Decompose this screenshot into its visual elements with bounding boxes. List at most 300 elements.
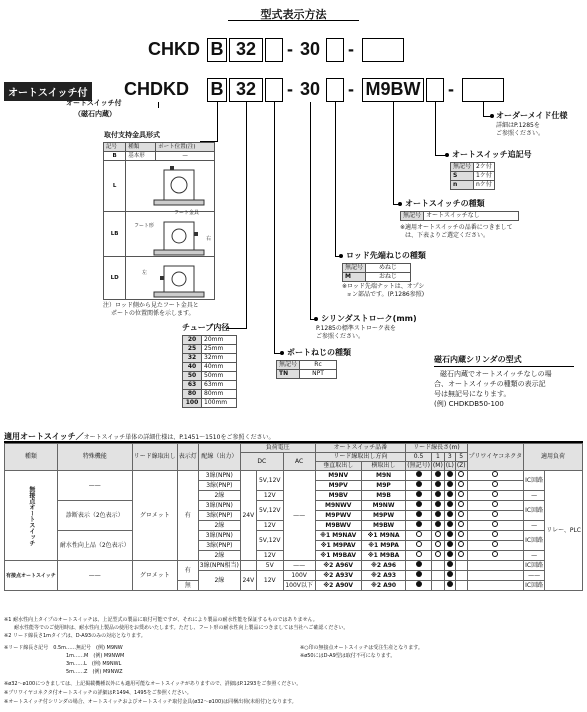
autoswitch-tag: オートスイッチ付 <box>4 82 92 101</box>
cell: —— <box>57 561 132 591</box>
cell: 3線(NPN) <box>198 471 240 481</box>
title-underline <box>228 20 359 21</box>
dot <box>416 511 422 517</box>
cell: 3線(PNP) <box>198 511 240 521</box>
dot <box>416 551 422 557</box>
note-1: ※1 耐水性向上タイプのオートスイッチは、上記型式の製品に取付可能ですが、それにより製品の耐水性能を保証するものではありません。 <box>4 617 318 623</box>
cell: 無 <box>177 581 198 591</box>
cell <box>467 541 524 551</box>
text: (注) <box>185 144 196 150</box>
dot <box>492 541 498 547</box>
cell: ※2 A93V <box>315 571 361 581</box>
code1-rod-box <box>326 38 344 62</box>
code2-dash1: - <box>287 79 293 99</box>
cell <box>406 471 432 481</box>
code2-switch: M9BW <box>362 78 424 102</box>
code2-dash3: - <box>448 79 454 99</box>
cell <box>156 143 215 152</box>
dot <box>458 511 464 517</box>
cell <box>455 501 467 511</box>
dot <box>492 471 498 477</box>
mount-note2: ポートの位置関係を示します。 <box>111 310 195 317</box>
cell: 20mm <box>202 336 237 345</box>
dot <box>416 521 422 527</box>
cell: 100V <box>283 571 315 581</box>
cell: M9BW <box>361 521 405 531</box>
rod-title: ロッド先端ねじの種類 <box>346 251 426 260</box>
cell: M <box>343 273 366 282</box>
cell: 24V <box>240 471 256 561</box>
dot <box>447 571 453 577</box>
cell: 3線(NPN相当) <box>199 561 239 569</box>
dot <box>447 541 453 547</box>
cell <box>406 501 432 511</box>
magnet-box-title: 磁石内蔵シリンダの型式 <box>434 355 522 364</box>
cell: 無記号 <box>343 264 366 273</box>
magnet-box-l1: 磁石内蔵でオートスイッチなしの場 <box>440 370 552 378</box>
cell: めねじ <box>366 264 411 273</box>
text: オートスイッチ単体の詳細仕様は、P.1451～1510をご参照ください。 <box>83 434 275 441</box>
note-b1: ※ø32～ø100につきましては、上記掲載機種以外にも適用可能なオートスイッチがありますので、詳細はP.1293をご参照ください。 <box>4 681 302 687</box>
cell: ※2 A96V <box>315 561 361 571</box>
cell <box>431 571 444 581</box>
cell <box>467 481 524 491</box>
left-label: 左 <box>142 270 148 276</box>
cell: 有接点オートスイッチ <box>5 561 58 591</box>
cell <box>406 551 432 561</box>
cell: — <box>156 152 215 161</box>
cell: LB <box>104 212 126 257</box>
cell: グロメット <box>132 471 177 561</box>
dot <box>447 551 453 557</box>
cell: リード線取出し <box>132 444 177 471</box>
applicable-table <box>4 443 583 591</box>
code2-port-box <box>265 78 283 102</box>
cell: 32mm <box>202 354 237 363</box>
dot <box>416 571 422 577</box>
dot <box>416 531 422 537</box>
dot <box>458 501 464 507</box>
mount-title: 取付支持金具形式 <box>104 131 160 139</box>
cell: プリワイヤコネクタ <box>467 444 524 471</box>
cell: 無記号 <box>401 212 424 221</box>
code1-dash2: - <box>348 39 354 59</box>
cell <box>467 531 524 541</box>
cell <box>467 551 524 561</box>
leader-swtype <box>393 102 394 205</box>
port-title: ポートねじの種類 <box>287 348 351 357</box>
dot <box>447 521 453 527</box>
leader-rod <box>335 102 336 256</box>
cell: ※1 M9PAV <box>315 541 361 551</box>
cell <box>406 541 432 551</box>
cell <box>467 471 524 481</box>
foot-l-drawing <box>150 164 210 212</box>
note-lead3: 3m……L (例) M9NWL <box>66 661 122 667</box>
cell: B <box>104 152 126 161</box>
cell: M9NWV <box>315 501 361 511</box>
cell <box>444 491 455 501</box>
cell: 2線 <box>198 521 240 531</box>
magnet-box-l3: 号は無記号になります。 <box>434 390 511 398</box>
dot <box>447 561 453 567</box>
cell <box>406 491 432 501</box>
cell: M9P <box>361 481 405 491</box>
cell: 20 <box>183 336 202 345</box>
bullet <box>445 153 449 157</box>
cell: 5V,12V <box>256 531 283 551</box>
note-2: ※2 リード線長さ1mタイプは、D-A93のみの対応となります。 <box>4 633 146 639</box>
cell: S <box>451 172 474 181</box>
cell <box>431 581 444 591</box>
cell: 50 <box>183 372 202 381</box>
foot-ld-drawing <box>150 262 210 302</box>
dot <box>447 501 453 507</box>
cell: 5 <box>455 453 467 462</box>
cell <box>455 581 467 591</box>
cell <box>431 491 444 501</box>
cell <box>406 561 432 571</box>
cell: ※2 A90 <box>361 581 405 591</box>
code1-prefix: CHKD <box>148 39 200 59</box>
cell <box>240 561 256 571</box>
sw-type-note: ※適用オートスイッチの品番につきまして <box>400 224 513 231</box>
cell: リード線取出し方向 <box>315 453 406 462</box>
cell: NPT <box>300 370 337 379</box>
cell <box>444 481 455 491</box>
cell <box>444 551 455 561</box>
cell: 有 <box>177 471 198 561</box>
sw-count-table <box>450 162 495 190</box>
dot <box>447 511 453 517</box>
cell: — <box>524 551 545 561</box>
cell: ※1 M9BAV <box>315 551 361 561</box>
bullet <box>339 254 343 258</box>
cell <box>455 511 467 521</box>
dot <box>435 521 441 527</box>
dot <box>458 481 464 487</box>
code2-dash2: - <box>348 79 354 99</box>
leader-autoswitch <box>158 102 159 108</box>
cell: 横取出し <box>361 462 405 471</box>
cell: 種類 <box>126 143 156 152</box>
cell <box>444 581 455 591</box>
code2-count-box <box>426 78 444 102</box>
note-r2: ※ø50にはD-A9型は取付不可になります。 <box>300 653 396 659</box>
cell <box>444 501 455 511</box>
cell <box>431 561 444 571</box>
cell <box>467 561 524 571</box>
cell: 記号 <box>104 143 126 152</box>
code1-bore: 32 <box>229 38 263 62</box>
cell: 3線(NPN) <box>198 531 240 541</box>
bullet <box>398 202 402 206</box>
cell <box>455 541 467 551</box>
cell: 12V <box>256 521 283 531</box>
cell: 100V以下 <box>283 581 315 591</box>
dot <box>435 531 441 537</box>
dot <box>435 491 441 497</box>
cell <box>444 511 455 521</box>
cell: IC回路 <box>524 531 545 551</box>
sw-type-table <box>400 211 519 221</box>
dot <box>416 481 422 487</box>
cell: 5V,12V <box>256 471 283 491</box>
cell <box>455 471 467 481</box>
cell: M9B <box>361 491 405 501</box>
leader-swcount <box>435 102 436 156</box>
cell: 12V <box>256 551 283 561</box>
dot <box>492 521 498 527</box>
cell: L <box>104 161 126 212</box>
cell: —— <box>283 561 315 571</box>
dot <box>458 551 464 557</box>
foot-lb-drawing <box>150 218 210 260</box>
cell <box>444 521 455 531</box>
cell: AC <box>283 453 315 471</box>
code1-stroke: 30 <box>300 39 321 59</box>
cell: リード線長さ(m) <box>406 444 467 453</box>
order-made-note2: ご参照ください。 <box>496 130 545 137</box>
cell <box>431 521 444 531</box>
cell: 配線（出力） <box>198 444 240 471</box>
cell: 63mm <box>202 381 237 390</box>
cell: 63 <box>183 381 202 390</box>
cell: 2線 <box>198 551 240 561</box>
dot <box>447 471 453 477</box>
magnet-title-underline <box>434 366 574 367</box>
cell: —— <box>57 471 132 501</box>
cell: IC回路 <box>525 561 544 569</box>
cell: 垂直取出し <box>315 462 361 471</box>
cell: M9NV <box>315 471 361 481</box>
cell: 無記号 <box>277 361 300 370</box>
cell: (M) <box>432 462 443 469</box>
cell: ※2 A96 <box>361 561 405 571</box>
code1-dash1: - <box>287 39 293 59</box>
cell <box>467 521 524 531</box>
note-r1: ※○印の無接点オートスイッチは受注生産となります。 <box>300 645 423 651</box>
code1-b: B <box>207 38 227 62</box>
cell: ※2 A93 <box>361 571 405 581</box>
magnet-label: （磁石内蔵） <box>74 110 116 118</box>
dot <box>435 541 441 547</box>
cell <box>406 511 432 521</box>
cell <box>406 521 432 531</box>
cell: M9BV <box>315 491 361 501</box>
cell: M9N <box>361 471 405 481</box>
cell: M9PW <box>361 511 405 521</box>
cell: 5V <box>256 561 283 571</box>
order-made-note: 詳細はP.1285を <box>496 122 540 129</box>
cell: 24V <box>240 571 256 591</box>
cell: 12V <box>256 491 283 501</box>
cell: IC回路 <box>525 581 544 589</box>
dot <box>416 501 422 507</box>
cell: TN <box>277 370 300 379</box>
dot <box>492 511 498 517</box>
cell: — <box>524 491 545 501</box>
cell <box>444 531 455 541</box>
cell: 有 <box>177 561 198 581</box>
leader-mount <box>217 102 218 142</box>
cell: IC回路 <box>524 501 545 521</box>
bullet <box>490 114 494 118</box>
cell: —— <box>283 471 315 561</box>
note-lead: ※リード線長さ記号 0.5m……無記号 (例) M9NW <box>4 645 123 651</box>
cell: (Z) <box>456 462 466 469</box>
leader-stroke <box>310 102 311 320</box>
cell <box>406 581 432 591</box>
cell: 50mm <box>202 372 237 381</box>
mount-note: 注）ロッド側から見たフート金具と <box>103 302 199 309</box>
cell: M9NW <box>361 501 405 511</box>
stroke-note2: ご参照ください。 <box>316 333 365 340</box>
foot-fitting-label: フート金具 <box>174 210 199 216</box>
leader-bore <box>246 102 247 329</box>
cell <box>467 571 524 581</box>
dot <box>435 481 441 487</box>
right-label: 右 <box>206 236 212 242</box>
cell: 40mm <box>202 363 237 372</box>
cell: 2線 <box>198 571 240 591</box>
cell <box>431 541 444 551</box>
cell: 3線(PNP) <box>198 541 240 551</box>
dot <box>416 581 422 587</box>
autoswitch-label: オートスイッチ付 <box>66 99 122 107</box>
dot <box>447 581 453 587</box>
sw-count-title: オートスイッチ追記号 <box>452 150 532 159</box>
cell: M9BWV <box>315 521 361 531</box>
cell: 32 <box>183 354 202 363</box>
port-table <box>276 360 337 379</box>
rod-note2: ョン部品です。(P.1286参照) <box>346 291 425 298</box>
text: ポート位置 <box>158 144 186 150</box>
dot <box>492 531 498 537</box>
dot <box>492 481 498 487</box>
cell <box>431 511 444 521</box>
dot <box>416 491 422 497</box>
cell <box>455 561 467 571</box>
foot-shape-label: フート形 <box>134 223 154 229</box>
cell: 40 <box>183 363 202 372</box>
cell: ※1 M9PA <box>361 541 405 551</box>
cell: おねじ <box>366 273 411 282</box>
cell <box>467 501 524 511</box>
leader-order <box>483 102 484 117</box>
dot <box>458 541 464 547</box>
cell: 無記号 <box>451 163 474 172</box>
cell <box>406 481 432 491</box>
note-b2: ※プリワイヤコネクタ付オートスイッチの詳細はP.1494、1495をご参照ください。 <box>4 690 192 696</box>
cell: オートスイッチなし <box>424 212 519 221</box>
cell: 3線(NPN) <box>198 501 240 511</box>
dot <box>458 531 464 537</box>
cell: M9PWV <box>315 511 361 521</box>
cell <box>455 521 467 531</box>
cell: 5V,12V <box>256 501 283 521</box>
cell <box>431 551 444 561</box>
cell <box>406 531 432 541</box>
cell <box>431 481 444 491</box>
dot <box>435 501 441 507</box>
text: 適用オートスイッチ／ <box>4 432 84 441</box>
note-b3: ※オートスイッチ付シリンダの場合、オートスイッチおよびオートスイッチ取付金具(ø32～ø100)は同梱出荷(未組付)となります。 <box>4 699 297 705</box>
cell: —— <box>524 571 545 581</box>
cell <box>467 511 524 521</box>
dot <box>435 511 441 517</box>
page-title: 型式表示方法 <box>260 8 327 21</box>
note-lead4: 5m……Z (例) M9NWZ <box>66 669 123 675</box>
cell <box>406 571 432 581</box>
cell: Rc <box>300 361 337 370</box>
bullet <box>280 351 284 355</box>
cell: (無記号) <box>407 462 430 469</box>
stroke-note: P.1285の標準ストローク表を <box>316 325 396 332</box>
cell: 80mm <box>202 390 237 399</box>
cell: 耐水性向上品（2色表示） <box>57 531 132 561</box>
code2-stroke: 30 <box>300 79 321 99</box>
cell <box>455 481 467 491</box>
dot <box>416 561 422 567</box>
cell: IC回路 <box>524 471 545 491</box>
note-1b: 耐水性能等でのご使用時は、耐水性向上製品の使用をお奨めいたします。ただし、フート形の耐水性向上製品につきましては当社へご確認ください。 <box>14 625 349 631</box>
cell: 25mm <box>202 345 237 354</box>
dot <box>458 491 464 497</box>
tube-title: チューブ内径 <box>182 323 230 332</box>
cell: 3 <box>444 453 455 462</box>
cell: ※1 M9NA <box>361 531 405 541</box>
cell: n <box>451 181 474 190</box>
leader-port <box>274 102 275 354</box>
dot <box>492 491 498 497</box>
cell: 表示灯 <box>177 444 198 471</box>
dot <box>492 501 498 507</box>
cell: オートスイッチ品番 <box>315 444 406 453</box>
dot <box>416 541 422 547</box>
cell <box>431 501 444 511</box>
sw-type-note2: は、下表よりご選定ください。 <box>405 232 490 239</box>
cell: — <box>524 521 545 531</box>
dot <box>447 481 453 487</box>
cell: M9PV <box>315 481 361 491</box>
cell: グロメット <box>132 561 177 591</box>
code1-port-box <box>265 38 283 62</box>
bullet <box>314 317 318 321</box>
cell <box>467 581 524 591</box>
dot <box>435 551 441 557</box>
stroke-title: シリンダストローク(mm) <box>321 314 417 323</box>
code1-option-box <box>362 38 404 62</box>
cell <box>444 541 455 551</box>
cell: DC <box>240 453 283 471</box>
cell: nケ付 <box>474 181 495 190</box>
cell: 100mm <box>202 399 237 408</box>
cell <box>467 491 524 501</box>
cell: 100 <box>183 399 202 408</box>
cell: 種類 <box>5 444 58 471</box>
cell: 80 <box>183 390 202 399</box>
note-lead2: 1m……M (例) M9NWM <box>66 653 125 659</box>
cell: 1 <box>431 453 444 462</box>
dot <box>435 471 441 477</box>
cell: 3線(PNP) <box>198 481 240 491</box>
dot <box>447 531 453 537</box>
magnet-box-l2: 合、オートスイッチの種類の表示記 <box>434 380 546 388</box>
cell: 1ケ付 <box>474 172 495 181</box>
cell: LD <box>104 257 126 300</box>
cell <box>455 491 467 501</box>
